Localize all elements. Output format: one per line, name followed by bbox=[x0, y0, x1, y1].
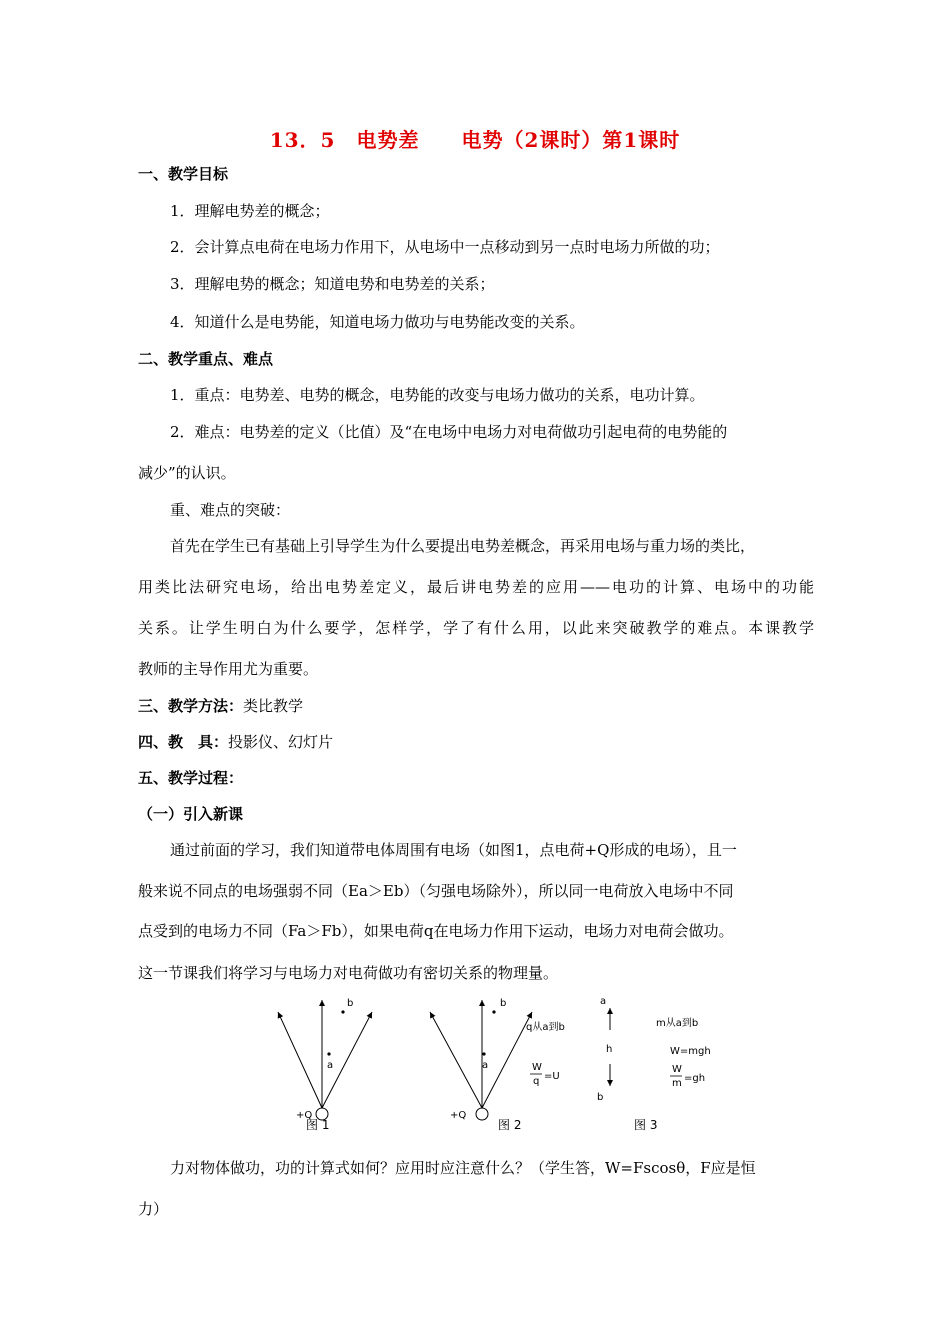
fig1-caption: 图 1 bbox=[306, 1118, 330, 1132]
question-line-1: 力对物体做功，功的计算式如何？应用时应注意什么？（学生答，W=Fscosθ，F应是恒 bbox=[170, 1159, 756, 1177]
breakthrough-line-4: 教师的主导作用尤为重要。 bbox=[138, 660, 319, 678]
fig3-work-label: W=mgh bbox=[670, 1046, 711, 1057]
charge-circle bbox=[476, 1108, 488, 1120]
section-4-line bbox=[138, 731, 333, 752]
fig3-caption: 图 3 bbox=[634, 1118, 658, 1132]
section-4-value: 投影仪、幻灯片 bbox=[228, 733, 334, 751]
point-a-dot bbox=[482, 1052, 485, 1055]
fig3-point-b-label: b bbox=[597, 1092, 604, 1103]
objective-4: 4．知道什么是电势能，知道电场力做功与电势能改变的关系。 bbox=[170, 313, 585, 331]
objective-1: 1．理解电势差的概念； bbox=[170, 202, 330, 220]
fig1-point-b-label: b bbox=[347, 998, 354, 1009]
section-3-value: 类比教学 bbox=[243, 697, 304, 715]
point-a-dot bbox=[327, 1052, 330, 1055]
objective-2: 2．会计算点电荷在电场力作用下，从电场中一点移动到另一点时电场力所做的功； bbox=[170, 238, 720, 256]
figure-2 bbox=[430, 998, 565, 1132]
objective-3: 3．理解电势的概念；知道电势和电势差的关系； bbox=[170, 275, 495, 293]
figures-illustration bbox=[260, 990, 720, 1140]
section-4-heading: 四、教 具： bbox=[138, 733, 229, 751]
intro-line-1: 通过前面的学习，我们知道带电体周围有电场（如图1，点电荷+Q形成的电场），且一 bbox=[170, 841, 737, 859]
breakthrough-line-3: 关系。让学生明白为什么要学，怎样学，学了有什么用，以此来突破教学的难点。本课教学 bbox=[138, 619, 814, 637]
key-point: 1．重点：电势差、电势的概念，电势能的改变与电场力做功的关系，电功计算。 bbox=[170, 386, 705, 404]
fig2-point-a-label: a bbox=[482, 1060, 489, 1071]
section-3-line bbox=[138, 695, 303, 716]
fig1-charge-label: +Q bbox=[296, 1110, 313, 1121]
fig2-point-b-label: b bbox=[500, 998, 507, 1009]
fig3-height-label: h bbox=[606, 1044, 613, 1055]
point-b-dot bbox=[492, 1010, 495, 1013]
subsection-1-heading: （一）引入新课 bbox=[138, 805, 244, 823]
fig3-formula-rhs: =gh bbox=[684, 1073, 706, 1084]
intro-line-2: 般来说不同点的电场强弱不同（Ea＞Eb）（匀强电场除外），所以同一电荷放入电场中不同 bbox=[138, 882, 734, 900]
fig3-formula-den: m bbox=[672, 1078, 682, 1089]
fig3-motion-label: m从a到b bbox=[656, 1018, 699, 1029]
fig2-formula-den: q bbox=[533, 1076, 540, 1087]
section-3-heading: 三、教学方法： bbox=[138, 697, 244, 715]
section-5-heading: 五、教学过程： bbox=[138, 769, 244, 787]
fig2-formula-num: W bbox=[532, 1062, 542, 1073]
fig2-formula-rhs: =U bbox=[544, 1071, 560, 1082]
intro-line-3: 点受到的电场力不同（Fa＞Fb），如果电荷q在电场力作用下运动，电场力对电荷会做功。 bbox=[138, 922, 734, 940]
fig3-formula-num: W bbox=[672, 1064, 682, 1075]
section-2-heading: 二、教学重点、难点 bbox=[138, 350, 274, 368]
fig2-charge-label: +Q bbox=[450, 1110, 467, 1121]
difficult-point-line-2: 减少”的认识。 bbox=[138, 464, 236, 482]
fig2-motion-label: q从a到b bbox=[526, 1022, 565, 1033]
fig3-point-a-label: a bbox=[600, 996, 607, 1007]
fig2-caption: 图 2 bbox=[498, 1118, 522, 1132]
intro-line-4: 这一节课我们将学习与电场力对电荷做功有密切关系的物理量。 bbox=[138, 964, 559, 982]
figure-3 bbox=[597, 996, 711, 1132]
breakthrough-label: 重、难点的突破： bbox=[170, 501, 291, 519]
question-line-2: 力） bbox=[138, 1200, 169, 1218]
fig1-point-a-label: a bbox=[327, 1060, 334, 1071]
breakthrough-line-2: 用类比法研究电场，给出电势差定义，最后讲电势差的应用——电功的计算、电场中的功能 bbox=[138, 578, 814, 596]
section-1-heading: 一、教学目标 bbox=[138, 165, 229, 183]
page-title: 13．5 电势差 电势（2课时）第1课时 bbox=[269, 128, 681, 152]
figure-1 bbox=[278, 998, 372, 1132]
point-b-dot bbox=[341, 1010, 344, 1013]
difficult-point-line-1: 2．难点：电势差的定义（比值）及“在电场中电场力对电荷做功引起电荷的电势能的 bbox=[170, 423, 728, 441]
breakthrough-line-1: 首先在学生已有基础上引导学生为什么要提出电势差概念，再采用电场与重力场的类比， bbox=[170, 537, 756, 555]
